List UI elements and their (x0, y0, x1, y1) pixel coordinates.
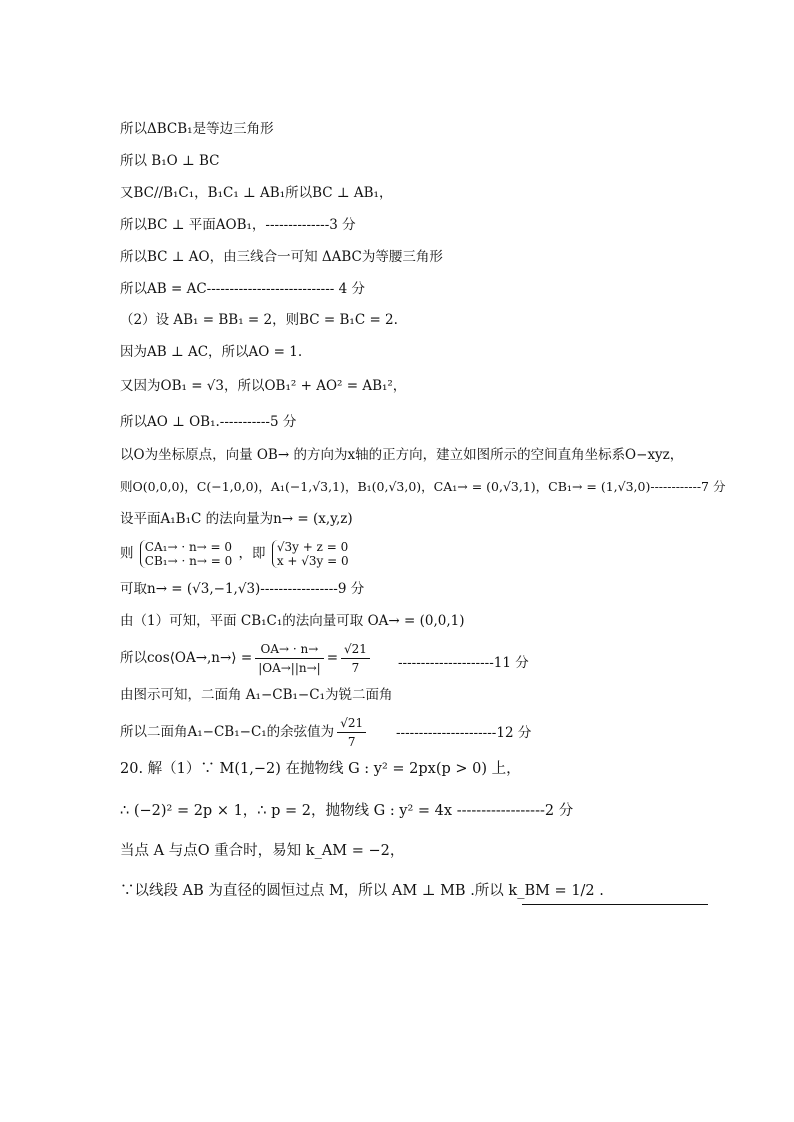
line-7: （2）设 AB₁ = BB₁ = 2，则BC = B₁C = 2. (120, 312, 398, 328)
final-den: 7 (347, 734, 356, 749)
line-15: 由（1）可知，平面 CB₁C₁的法向量可取 OA→ = (0,0,1) (120, 613, 465, 629)
system-row1: CA₁→ · n→ = 0 (144, 540, 233, 554)
line-4: 所以BC ⊥ 平面AOB₁，--------------3 分 (120, 217, 356, 233)
system-row4: x + √3y = 0 (276, 554, 349, 568)
cos-num: OA→ · n→ (255, 640, 324, 659)
cos-num2: √21 (341, 640, 370, 659)
system-left (140, 540, 232, 568)
final-prefix: 所以二面角A₁−CB₁−C₁的余弦值为 (120, 724, 335, 740)
line-11: 以O为坐标原点，向量 OB→ 的方向为x轴的正方向，建立如图所示的空间直角坐标系O−xyz， (120, 447, 684, 463)
line-9: 又因为OB₁ = √3，所以OB₁² + AO² = AB₁²， (120, 378, 407, 394)
system-row2: CB₁→ · n→ = 0 (144, 554, 233, 568)
final-fraction (337, 714, 366, 751)
line-14: 可取n→ = (√3,−1,√3)-----------------9 分 (120, 581, 365, 597)
system-row3: √3y + z = 0 (276, 540, 349, 554)
line-12: 则O(0,0,0)，C(−1,0,0)，A₁(−1,√3,1)，B₁(0,√3,0)，CA₁→ = (0,√3,1)，CB₁→ = (1,√3,0)------------7 分 (120, 479, 726, 494)
cos-eq: = (326, 650, 339, 666)
cos-den2: 7 (351, 660, 360, 675)
line-20: 20. 解（1）∵ M(1,−2) 在抛物线 G : y² = 2px(p > 0) 上， (120, 761, 521, 777)
line-2: 所以 B₁O ⊥ BC (120, 153, 220, 169)
cos-den: |OA→||n→| (258, 660, 321, 675)
line-16: 由图示可知，二面角 A₁−CB₁−C₁为锐二面角 (120, 687, 393, 703)
cos-prefix: 所以cos⟨OA→,n→⟩ = (120, 650, 253, 666)
cos-line (120, 638, 373, 678)
line-8: 因为AB ⊥ AC，所以AO = 1. (120, 344, 303, 360)
line-5: 所以BC ⊥ AO，由三线合一可知 ΔABC为等腰三角形 (120, 249, 443, 265)
line-22: 当点 A 与点O 重合时，易知 k_AM = −2， (120, 843, 405, 859)
final-line (120, 712, 369, 752)
answer-underline (522, 904, 708, 905)
final-num: √21 (337, 714, 366, 733)
cos-fraction-1 (255, 640, 324, 677)
line-23: ∵以线段 AB 为直径的圆恒过点 M，所以 AM ⊥ MB .所以 k_BM = 1/2 . (120, 883, 604, 899)
line-1: 所以ΔBCB₁是等边三角形 (120, 121, 274, 137)
line-6: 所以AB = AC---------------------------- 4 分 (120, 281, 366, 297)
line-21: ∴ (−2)² = 2p × 1，∴ p = 2，抛物线 G : y² = 4x ------------------2 分 (120, 803, 574, 819)
line-10: 所以AO ⊥ OB₁.-----------5 分 (120, 414, 297, 430)
equation-system (120, 540, 351, 568)
line-3: 又BC//B₁C₁，B₁C₁ ⊥ AB₁所以BC ⊥ AB₁， (120, 185, 393, 201)
system-right (272, 540, 349, 568)
line-13: 设平面A₁B₁C 的法向量为n→ = (x,y,z) (120, 511, 353, 527)
score-12: ----------------------12 分 (396, 725, 532, 741)
score-11: ---------------------11 分 (398, 655, 529, 671)
cos-fraction-2 (341, 640, 370, 677)
system-mid: ，即 (238, 545, 266, 562)
system-prefix: 则 (120, 545, 134, 562)
